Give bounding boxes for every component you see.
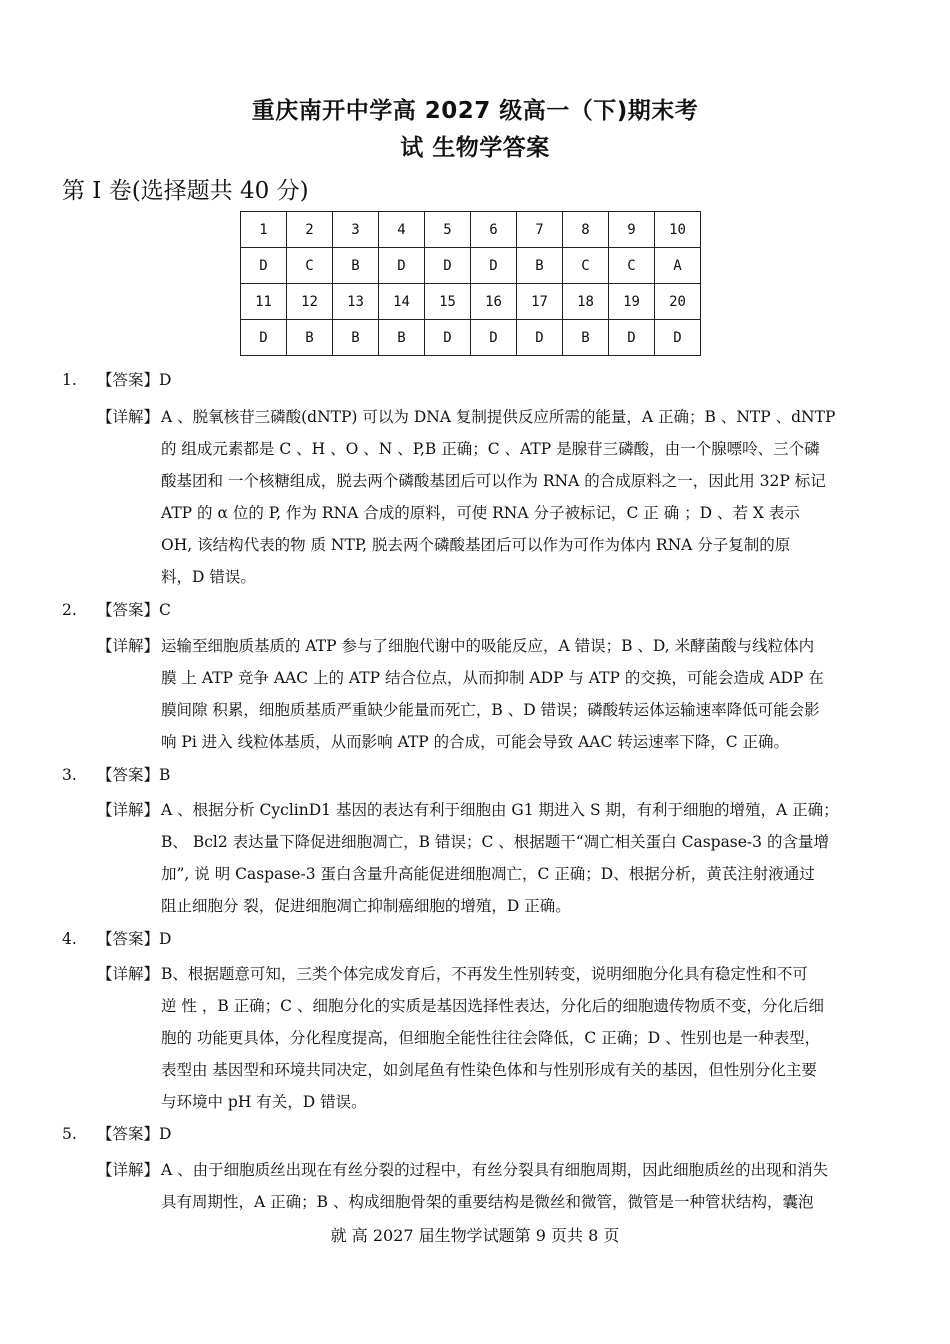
question-answer: 【答案】B (97, 766, 171, 784)
question-number: 1. (62, 371, 77, 389)
detail-line: 与环境中 pH 有关，D 错误。 (161, 1093, 367, 1111)
detail-line: 膜 上 ATP 竞争 AAC 上的 ATP 结合位点，从而抑制 ADP 与 ATP 的交换，可能会造成 ADP 在 (161, 669, 824, 687)
table-cell: 15 (425, 284, 471, 320)
table-cell: 2 (287, 212, 333, 248)
question-answer: 【答案】D (97, 371, 172, 389)
table-cell: D (241, 320, 287, 356)
page-title-line2: 试 生物学答案 (400, 135, 550, 161)
table-cell: 8 (563, 212, 609, 248)
table-cell: D (609, 320, 655, 356)
detail-label: 【详解】 (97, 801, 160, 819)
table-cell: B (333, 248, 379, 284)
table-cell: 4 (379, 212, 425, 248)
detail-line: 运输至细胞质基质的 ATP 参与了细胞代谢中的吸能反应，A 错误；B 、D, 米酵菌酸与线粒体内 (161, 637, 815, 655)
detail-line: 表型由 基因型和环境共同决定，如剑尾鱼有性染色体和与性别形成有关的基因，但性别分化主要 (161, 1061, 817, 1079)
table-cell: D (241, 248, 287, 284)
question-answer: 【答案】D (97, 930, 172, 948)
table-cell: C (609, 248, 655, 284)
answer-table-number-row (241, 212, 701, 248)
detail-line: OH, 该结构代表的物 质 NTP, 脱去两个磷酸基团后可以作为可作为体内 RNA 分子复制的原 (161, 536, 791, 554)
detail-line: 阻止细胞分 裂，促进细胞凋亡抑制癌细胞的增殖，D 正确。 (161, 897, 571, 915)
detail-line: 料，D 错误。 (161, 568, 256, 586)
answer-table (240, 211, 701, 356)
detail-line: B、 Bcl2 表达量下降促进细胞凋亡，B 错误；C 、根据题干“凋亡相关蛋白 Caspase-3 的含量增 (161, 833, 829, 851)
table-cell: 9 (609, 212, 655, 248)
table-cell: 18 (563, 284, 609, 320)
table-cell: 1 (241, 212, 287, 248)
answer-table-answer-row (241, 248, 701, 284)
table-cell: D (425, 248, 471, 284)
question-answer: 【答案】D (97, 1125, 172, 1143)
detail-label: 【详解】 (97, 965, 160, 983)
table-cell: 10 (655, 212, 701, 248)
detail-line: 加”, 说 明 Caspase-3 蛋白含量升高能促进细胞凋亡，C 正确；D、根据分析，黄芪注射液通过 (161, 865, 815, 883)
detail-line: 响 Pi 进入 线粒体基质，从而影响 ATP 的合成，可能会导致 AAC 转运速率下降，C 正确。 (161, 733, 790, 751)
question-number: 4. (62, 930, 77, 948)
table-cell: D (425, 320, 471, 356)
detail-line: 酸基团和 一个核糖组成，脱去两个磷酸基团后可以作为 RNA 的合成原料之一，因此用 32P 标记 (161, 472, 826, 490)
detail-line: 胞的 功能更具体，分化程度提高，但细胞全能性往往会降低，C 正确；D 、性别也是一种表型， (161, 1029, 821, 1047)
detail-line: 具有周期性，A 正确；B 、构成细胞骨架的重要结构是微丝和微管，微管是一种管状结构，囊泡 (161, 1193, 814, 1211)
detail-line: A 、由于细胞质丝出现在有丝分裂的过程中，有丝分裂具有细胞周期，因此细胞质丝的出现和消失 (161, 1161, 829, 1179)
table-cell: B (379, 320, 425, 356)
question-number: 5. (62, 1125, 77, 1143)
detail-line: 逆 性 ，B 正确；C 、细胞分化的实质是基因选择性表达，分化后的细胞遗传物质不变，分化后细 (161, 997, 824, 1015)
table-cell: D (655, 320, 701, 356)
detail-line: ATP 的 α 位的 P, 作为 RNA 合成的原料，可使 RNA 分子被标记，C 正 确 ；D 、若 X 表示 (161, 504, 800, 522)
table-cell: 16 (471, 284, 517, 320)
detail-label: 【详解】 (97, 637, 160, 655)
table-cell: B (517, 248, 563, 284)
table-cell: 19 (609, 284, 655, 320)
question-number: 2. (62, 601, 77, 619)
table-cell: C (563, 248, 609, 284)
page-footer: 就 高 2027 届生物学试题第 9 页共 8 页 (330, 1226, 620, 1245)
detail-line: A 、脱氧核苷三磷酸(dNTP) 可以为 DNA 复制提供反应所需的能量，A 正确；B 、NTP 、dNTP (161, 408, 836, 426)
table-cell: C (287, 248, 333, 284)
table-cell: D (379, 248, 425, 284)
table-cell: 17 (517, 284, 563, 320)
table-cell: D (517, 320, 563, 356)
table-cell: 20 (655, 284, 701, 320)
table-cell: 5 (425, 212, 471, 248)
table-cell: 7 (517, 212, 563, 248)
table-cell: B (333, 320, 379, 356)
detail-line: B、根据题意可知，三类个体完成发育后，不再发生性别转变，说明细胞分化具有稳定性和不可 (161, 965, 808, 983)
detail-label: 【详解】 (97, 408, 160, 426)
detail-line: 的 组成元素都是 C 、H 、O 、N 、P,B 正确；C 、ATP 是腺苷三磷酸，由一个腺嘌呤、三个磷 (161, 440, 820, 458)
page-title-line1: 重庆南开中学高 2027 级高一（下)期末考 (251, 98, 699, 124)
table-cell: 11 (241, 284, 287, 320)
table-cell: 12 (287, 284, 333, 320)
question-number: 3. (62, 766, 77, 784)
table-cell: B (563, 320, 609, 356)
detail-line: 膜间隙 积累，细胞质基质严重缺少能量而死亡，B 、D 错误；磷酸转运体运输速率降低可能会影 (161, 701, 820, 719)
table-cell: A (655, 248, 701, 284)
table-cell: D (471, 320, 517, 356)
table-cell: B (287, 320, 333, 356)
answer-table-answer-row (241, 320, 701, 356)
table-cell: D (471, 248, 517, 284)
detail-label: 【详解】 (97, 1161, 160, 1179)
table-cell: 6 (471, 212, 517, 248)
question-answer: 【答案】C (97, 601, 171, 619)
table-cell: 14 (379, 284, 425, 320)
answer-table-number-row (241, 284, 701, 320)
table-cell: 13 (333, 284, 379, 320)
table-cell: 3 (333, 212, 379, 248)
detail-line: A 、根据分析 CyclinD1 基因的表达有利于细胞由 G1 期进入 S 期，有利于细胞的增殖，A 正确； (161, 801, 839, 819)
section-heading: 第 I 卷(选择题共 40 分) (62, 178, 309, 204)
